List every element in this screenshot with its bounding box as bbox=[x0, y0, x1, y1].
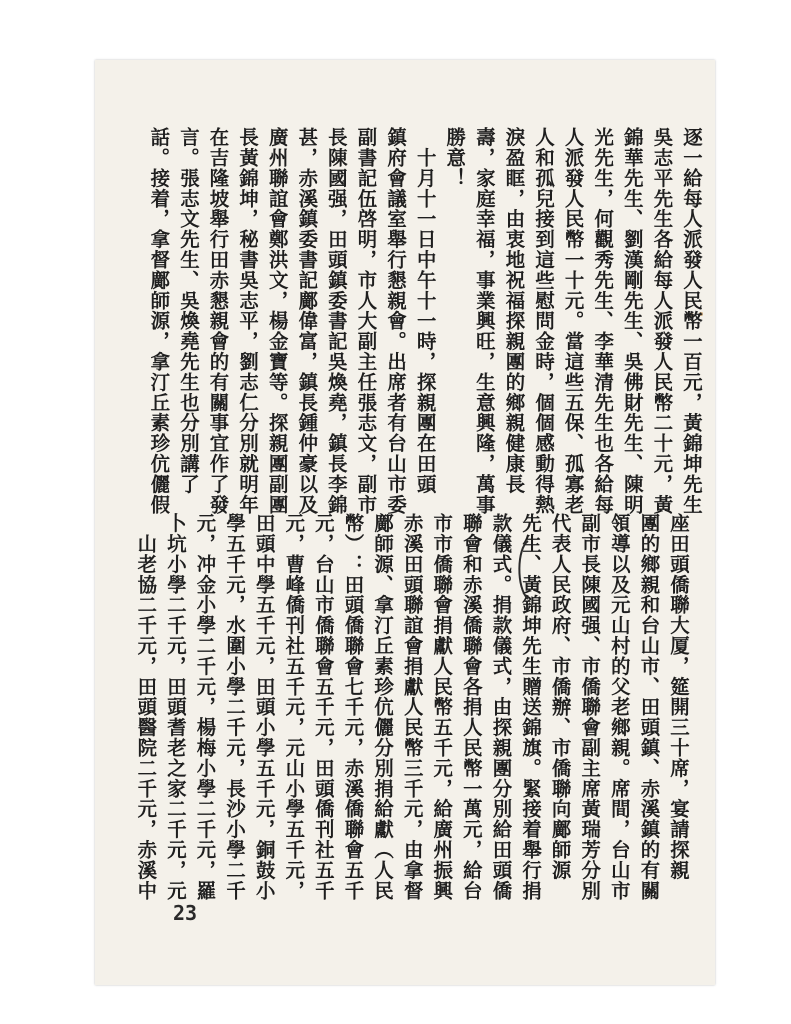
text-column: 廣州聯誼會鄭洪文，楊金寶等。探親團副團 bbox=[265, 127, 289, 515]
text-column: 人派發人民幣一十元。當這些五保、孤寡老 bbox=[561, 127, 585, 515]
text-column: 先生、黃錦坤先生贈送錦旗。緊接着舉行捐 bbox=[519, 513, 543, 901]
text-column: 吳志平先生各給每人派發人民幣二十元，黃 bbox=[650, 127, 674, 515]
text-column: 淚盈眶，由衷地祝福探親團的鄉親健康長 bbox=[502, 127, 526, 495]
text-column: 座田頭僑聯大厦，筵開三十席，宴請探親 bbox=[667, 513, 690, 881]
text-column: 領導以及元山村的父老鄉親。席間，台山市 bbox=[607, 513, 631, 901]
text-column: 錦華先生、劉漢剛先生、吳佛財先生、陳明 bbox=[620, 127, 644, 515]
text-column: 幣）：田頭僑聯會七千元，赤溪僑聯會五千 bbox=[341, 513, 365, 901]
text-column: 團的鄉親和台山市、田頭鎮、赤溪鎮的有關 bbox=[637, 513, 661, 901]
handwritten-bracket-mark bbox=[513, 538, 533, 602]
text-column: 田頭中學五千元，田頭小學五千元，銅鼓小 bbox=[252, 513, 276, 901]
page-number: 23 bbox=[173, 901, 198, 925]
text-column: 聯會和赤溪僑聯會各捐人民幣一萬元，給台 bbox=[459, 513, 483, 901]
text-column: 副書記伍啓明，市人大副主任張志文，副市 bbox=[354, 127, 378, 515]
text-column: 元，曹峰僑刊社五千元，元山小學五千元， bbox=[282, 513, 306, 901]
text-column: 元，冲金小學二千元，楊梅小學二千元，羅 bbox=[193, 513, 217, 901]
text-column: 副市長陳國强、市僑聯會副主席黃瑞芳分別 bbox=[578, 513, 602, 901]
text-column: 元，台山市僑聯會五千元，田頭僑刊社五千 bbox=[311, 513, 335, 901]
text-column: 言。張志文先生、吳煥堯先生也分別講了 bbox=[176, 127, 200, 495]
text-block-lower bbox=[131, 513, 693, 901]
text-column: 鄺師源、拿汀丘素珍伉儷分別捐給獻（人民 bbox=[371, 513, 395, 901]
text-column: 學五千元，水圍小學二千元，長沙小學二千 bbox=[223, 513, 247, 901]
text-column: 光先生，何觀秀先生、李華清先生也各給每 bbox=[591, 127, 615, 515]
text-column: 長黃錦坤，秘書吳志平，劉志仁分別就明年 bbox=[236, 127, 260, 515]
text-column: 市市僑聯會捐獻人民幣五千元，給廣州振興 bbox=[430, 513, 454, 901]
text-column: 代表人民政府、市僑辦、市僑聯向鄺師源 bbox=[548, 513, 572, 881]
text-column: 長陳國强，田頭鎮委書記吳煥堯，鎮長李錦 bbox=[324, 127, 348, 515]
text-column: 卜坑小學二千元，田頭耆老之家二千元，元 bbox=[163, 513, 187, 901]
text-column: 人和孤兒接到這些慰問金時，個個感動得熱 bbox=[532, 127, 556, 515]
text-column: 甚，赤溪鎮委書記鄺偉富，鎮長鍾仲豪以及 bbox=[295, 127, 319, 515]
text-column: 山老協二千元，田頭醫院二千元，赤溪中 bbox=[134, 513, 158, 901]
text-column: 赤溪田頭聯誼會捐獻人民幣三千元，由拿督 bbox=[400, 513, 424, 901]
text-column: 逐一給每人派發人民幣一百元，黃錦坤先生 bbox=[680, 127, 703, 515]
text-column: 款儀式。捐款儀式，由探親團分別給田頭僑 bbox=[489, 513, 513, 901]
text-column: 壽，家庭幸福，事業興旺，生意興隆，萬事 bbox=[472, 127, 496, 515]
text-column: 十月十一日中午十一時，探親團在田頭 bbox=[413, 127, 437, 495]
text-column: 在吉隆坡舉行田赤懇親會的有關事宜作了發 bbox=[206, 127, 230, 515]
text-column: 鎮府會議室舉行懇親會。出席者有台山市委 bbox=[384, 127, 408, 515]
text-column: 勝意！ bbox=[443, 127, 467, 189]
text-block-upper bbox=[144, 127, 706, 515]
text-column: 話。接着，拿督鄺師源，拿汀丘素珍伉儷假 bbox=[147, 127, 171, 515]
